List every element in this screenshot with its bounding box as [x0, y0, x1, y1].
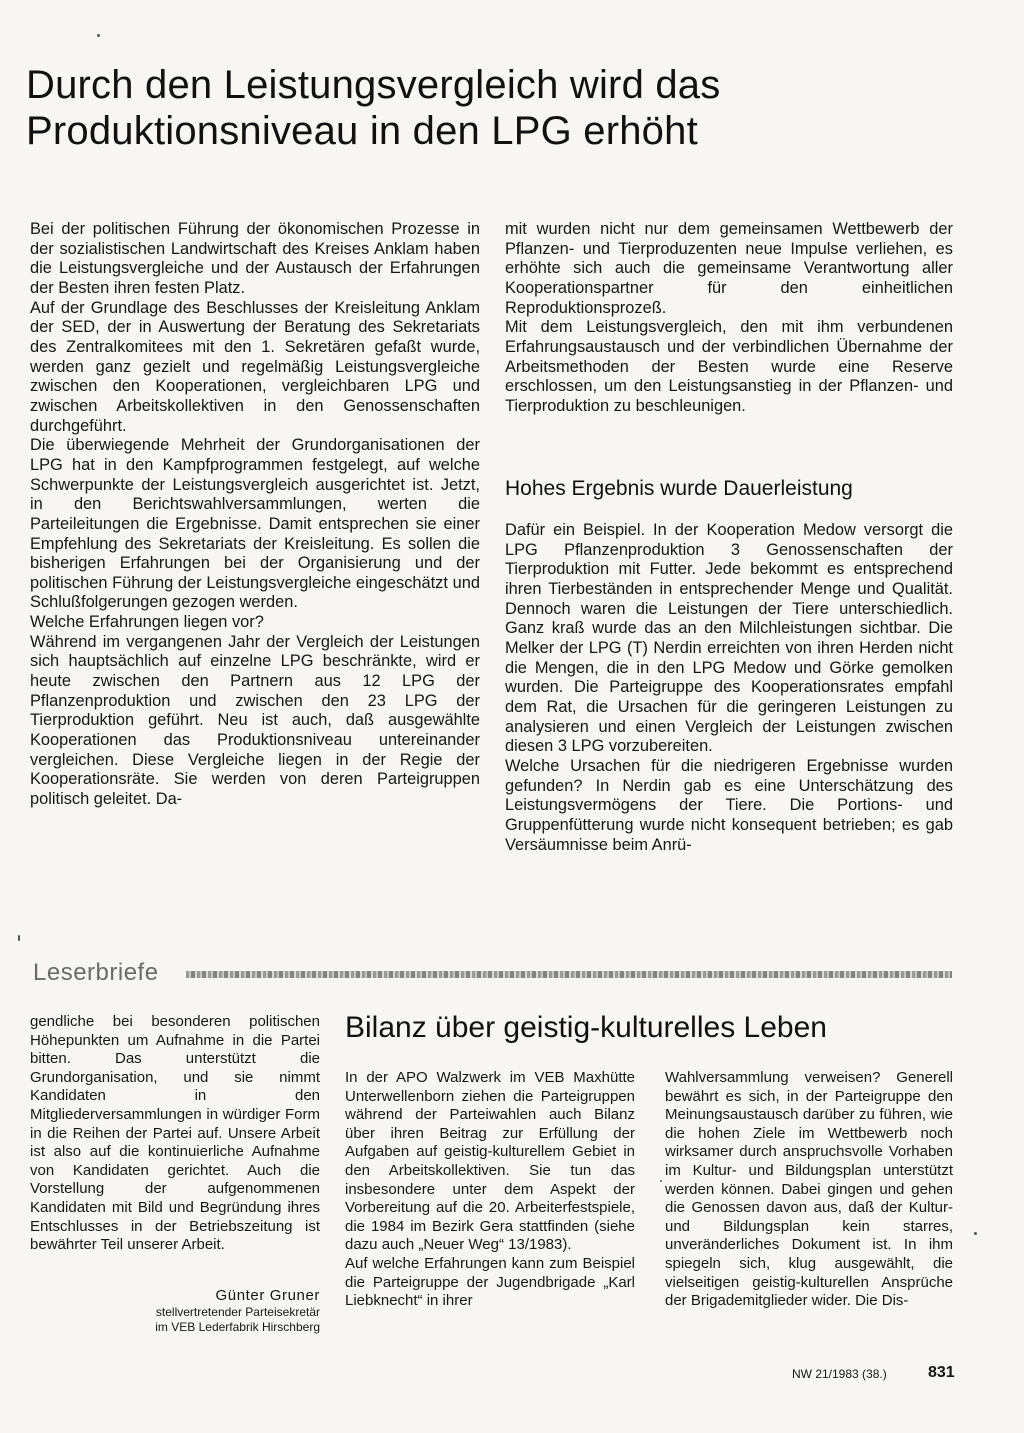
role-line-2: im VEB Lederfabrik Hirschberg: [155, 1320, 320, 1334]
paragraph: Die überwiegende Mehrheit der Grundorganisationen der LPG hat in den Kampfprogrammen festgelegt, auf welche Schwerpunkte der Leistungsvergleich ausgerichtet ist. Jetzt, in den Berichtswahlversammlungen, werten die Parteileitungen die Ergebnisse. Damit entsprechen sie einer Empfehlung des Sekretariats der Kreisleitung. Es sollen die bisherigen Erfahrungen bei der Organisierung und der politischen Führung der Leistungsvergleiche eingeschätzt und Schlußfolgerungen gezogen werden.: [30, 436, 480, 612]
section-subheading: Hohes Ergebnis wurde Dauerleistung: [505, 477, 853, 500]
paragraph: Welche Ursachen für die niedrigeren Ergebnisse wurden gefunden? In Nerdin gab es eine Unterschätzung des Leistungsvermögens der Tiere. Die Portions- und Gruppenfütterung wurde nicht konsequent betrieben; es gab Versäumnisse beim Anrü-: [505, 756, 953, 854]
paragraph: Während im vergangenen Jahr der Vergleich der Leistungen sich hauptsächlich auf einzelne LPG beschränkte, wird er heute zwischen den Partnern aus 12 LPG der Pflanzenproduktion und zwischen den 23 LPG der Tierproduktion geführt. Neu ist auch, daß ausgewählte Kooperationen das Produktionsniveau untereinander vergleichen. Diese Vergleiche liegen in der Regie der Kooperationsräte. Sie werden von deren Parteigruppen politisch geleitet. Da-: [30, 632, 480, 809]
paragraph: In der APO Walzwerk im VEB Maxhütte Unterwellenborn ziehen die Parteigruppen während der Parteiwahlen auch Bilanz über ihren Beitrag zur Erfüllung der Aufgaben auf geistig-kulturellem Gebiet in den Arbeitskollektiven. Sie tun das insbesondere unter dem Aspekt der Vorbereitung auf die 20. Arbeiterfestspiele, die 1984 im Bezirk Gera stattfinden (siehe dazu auch „Neuer Weg“ 13/1983).: [345, 1069, 635, 1254]
issue-reference: NW 21/1983 (38.): [792, 1367, 887, 1381]
second-article-column-1: [345, 1069, 635, 1311]
page-number: 831: [928, 1364, 955, 1381]
paragraph: Mit dem Leistungsvergleich, den mit ihm verbundenen Erfahrungsaustausch und der verbindlichen Übernahme der Arbeitsmethoden der Besten wurde eine Reserve erschlossen, um den Leistungsanstieg in der Pflanzen- und Tierproduktion zu beschleunigen.: [505, 318, 953, 415]
second-article-title: Bilanz über geistig-kulturelles Leben: [345, 1011, 827, 1044]
section-divider: [186, 971, 952, 978]
paragraph: mit wurden nicht nur dem gemeinsamen Wettbewerb der Pflanzen- und Tierproduzenten neue Impulse verliehen, es erhöhte sich auch die gemeinsame Verantwortung aller Kooperationspartner für den einheitlichen Reproduktionsprozeß.: [505, 220, 953, 317]
second-article-column-2: [665, 1069, 953, 1311]
section-label-leserbriefe: Leserbriefe: [33, 959, 159, 986]
paragraph: Auf welche Erfahrungen kann zum Beispiel die Parteigruppe der Jugendbrigade „Karl Liebknecht“ in ihrer: [345, 1254, 635, 1310]
paragraph: Auf der Grundlage des Beschlusses der Kreisleitung Anklam der SED, der in Auswertung der Beratung des Sekretariats des Zentralkomitees mit den 1. Sekretären gefaßt wurde, werden ganz gezielt und regelmäßig Leistungsvergleiche zwischen den Kooperationen, vergleichbaren LPG und zwischen Arbeitskollektiven in den Genossenschaften durchgeführt.: [30, 298, 480, 435]
reader-letter-text: [30, 1013, 320, 1255]
headline-line-2: Produktionsniveau in den LPG erhöht: [26, 109, 698, 153]
role-line-1: stellvertretender Parteisekretär: [155, 1305, 320, 1319]
headline-line-1: Durch den Leistungsvergleich wird das: [26, 63, 721, 107]
paragraph: Bei der politischen Führung der ökonomischen Prozesse in der sozialistischen Landwirtschaft des Kreises Anklam haben die Leistungsvergleiche und der Austausch der Erfahrungen der Besten ihren festen Platz.: [30, 220, 480, 297]
paragraph: Welche Erfahrungen liegen vor?: [30, 613, 264, 632]
letter-author: Günter Gruner: [215, 1287, 320, 1304]
main-article-column-1: [30, 220, 480, 810]
scan-speck: [97, 34, 100, 37]
main-headline: [26, 62, 926, 154]
paragraph: Dafür ein Beispiel. In der Kooperation Medow versorgt die LPG Pflanzenproduktion 3 Genossenschaften der Tierproduktion mit Futter. Jede bekommt es entsprechend ihren Tierbeständen in entsprechender Menge und Qualität. Dennoch waren die Leistungen der Tiere unterschiedlich. Ganz kraß wurde das an den Milchleistungen sichtbar. Die Melker der LPG (T) Nerdin erreichten von ihren Herden nicht die Mengen, die in den LPG Medow und Görke gemolken wurden. Die Parteigruppe des Kooperationsrates empfahl dem Rat, die Ursachen für die geringeren Leistungen zu analysieren und einen Vergleich der Leistungen zwischen diesen 3 LPG vorzubereiten.: [505, 521, 953, 756]
scan-speck: [18, 935, 20, 941]
main-article-column-2: [505, 220, 953, 417]
letter-author-role: [155, 1305, 320, 1335]
paragraph: gendliche bei besonderen politischen Höhepunkten um Aufnahme in die Partei bitten. Das unterstützt die Grundorganisation, und sie nimmt Kandidaten in den Mitgliederversammlungen in würdiger Form in die Reihen der Partei auf. Unsere Arbeit ist also auf die kontinuierliche Aufnahme von Kandidaten gerichtet. Auch die Vorstellung der aufgenommenen Kandidaten mit Bild und Begründung ihres Entschlusses in der Betriebszeitung ist bewährter Teil unserer Arbeit.: [30, 1013, 320, 1254]
paragraph: Wahlversammlung verweisen? Generell bewährt es sich, in der Parteigruppe den Meinungsaustausch darüber zu führen, wie die hohen Ziele im Wettbewerb noch wirksamer durch anspruchsvolle Vorhaben im Kultur- und Bildungsplan unterstützt werden können. Dabei gingen und gehen die Genossen davon aus, daß der Kultur- und Bildungsplan kein starres, unveränderliches Dokument ist. In ihm spiegeln sich, klug ausgewählt, die vielseitigen geistig-kulturellen Ansprüche der Brigademitglieder wider. Die Dis-: [665, 1069, 953, 1310]
scan-speck: [660, 1180, 662, 1182]
main-article-column-2-continued: [505, 521, 953, 855]
scan-speck: [974, 1232, 977, 1235]
